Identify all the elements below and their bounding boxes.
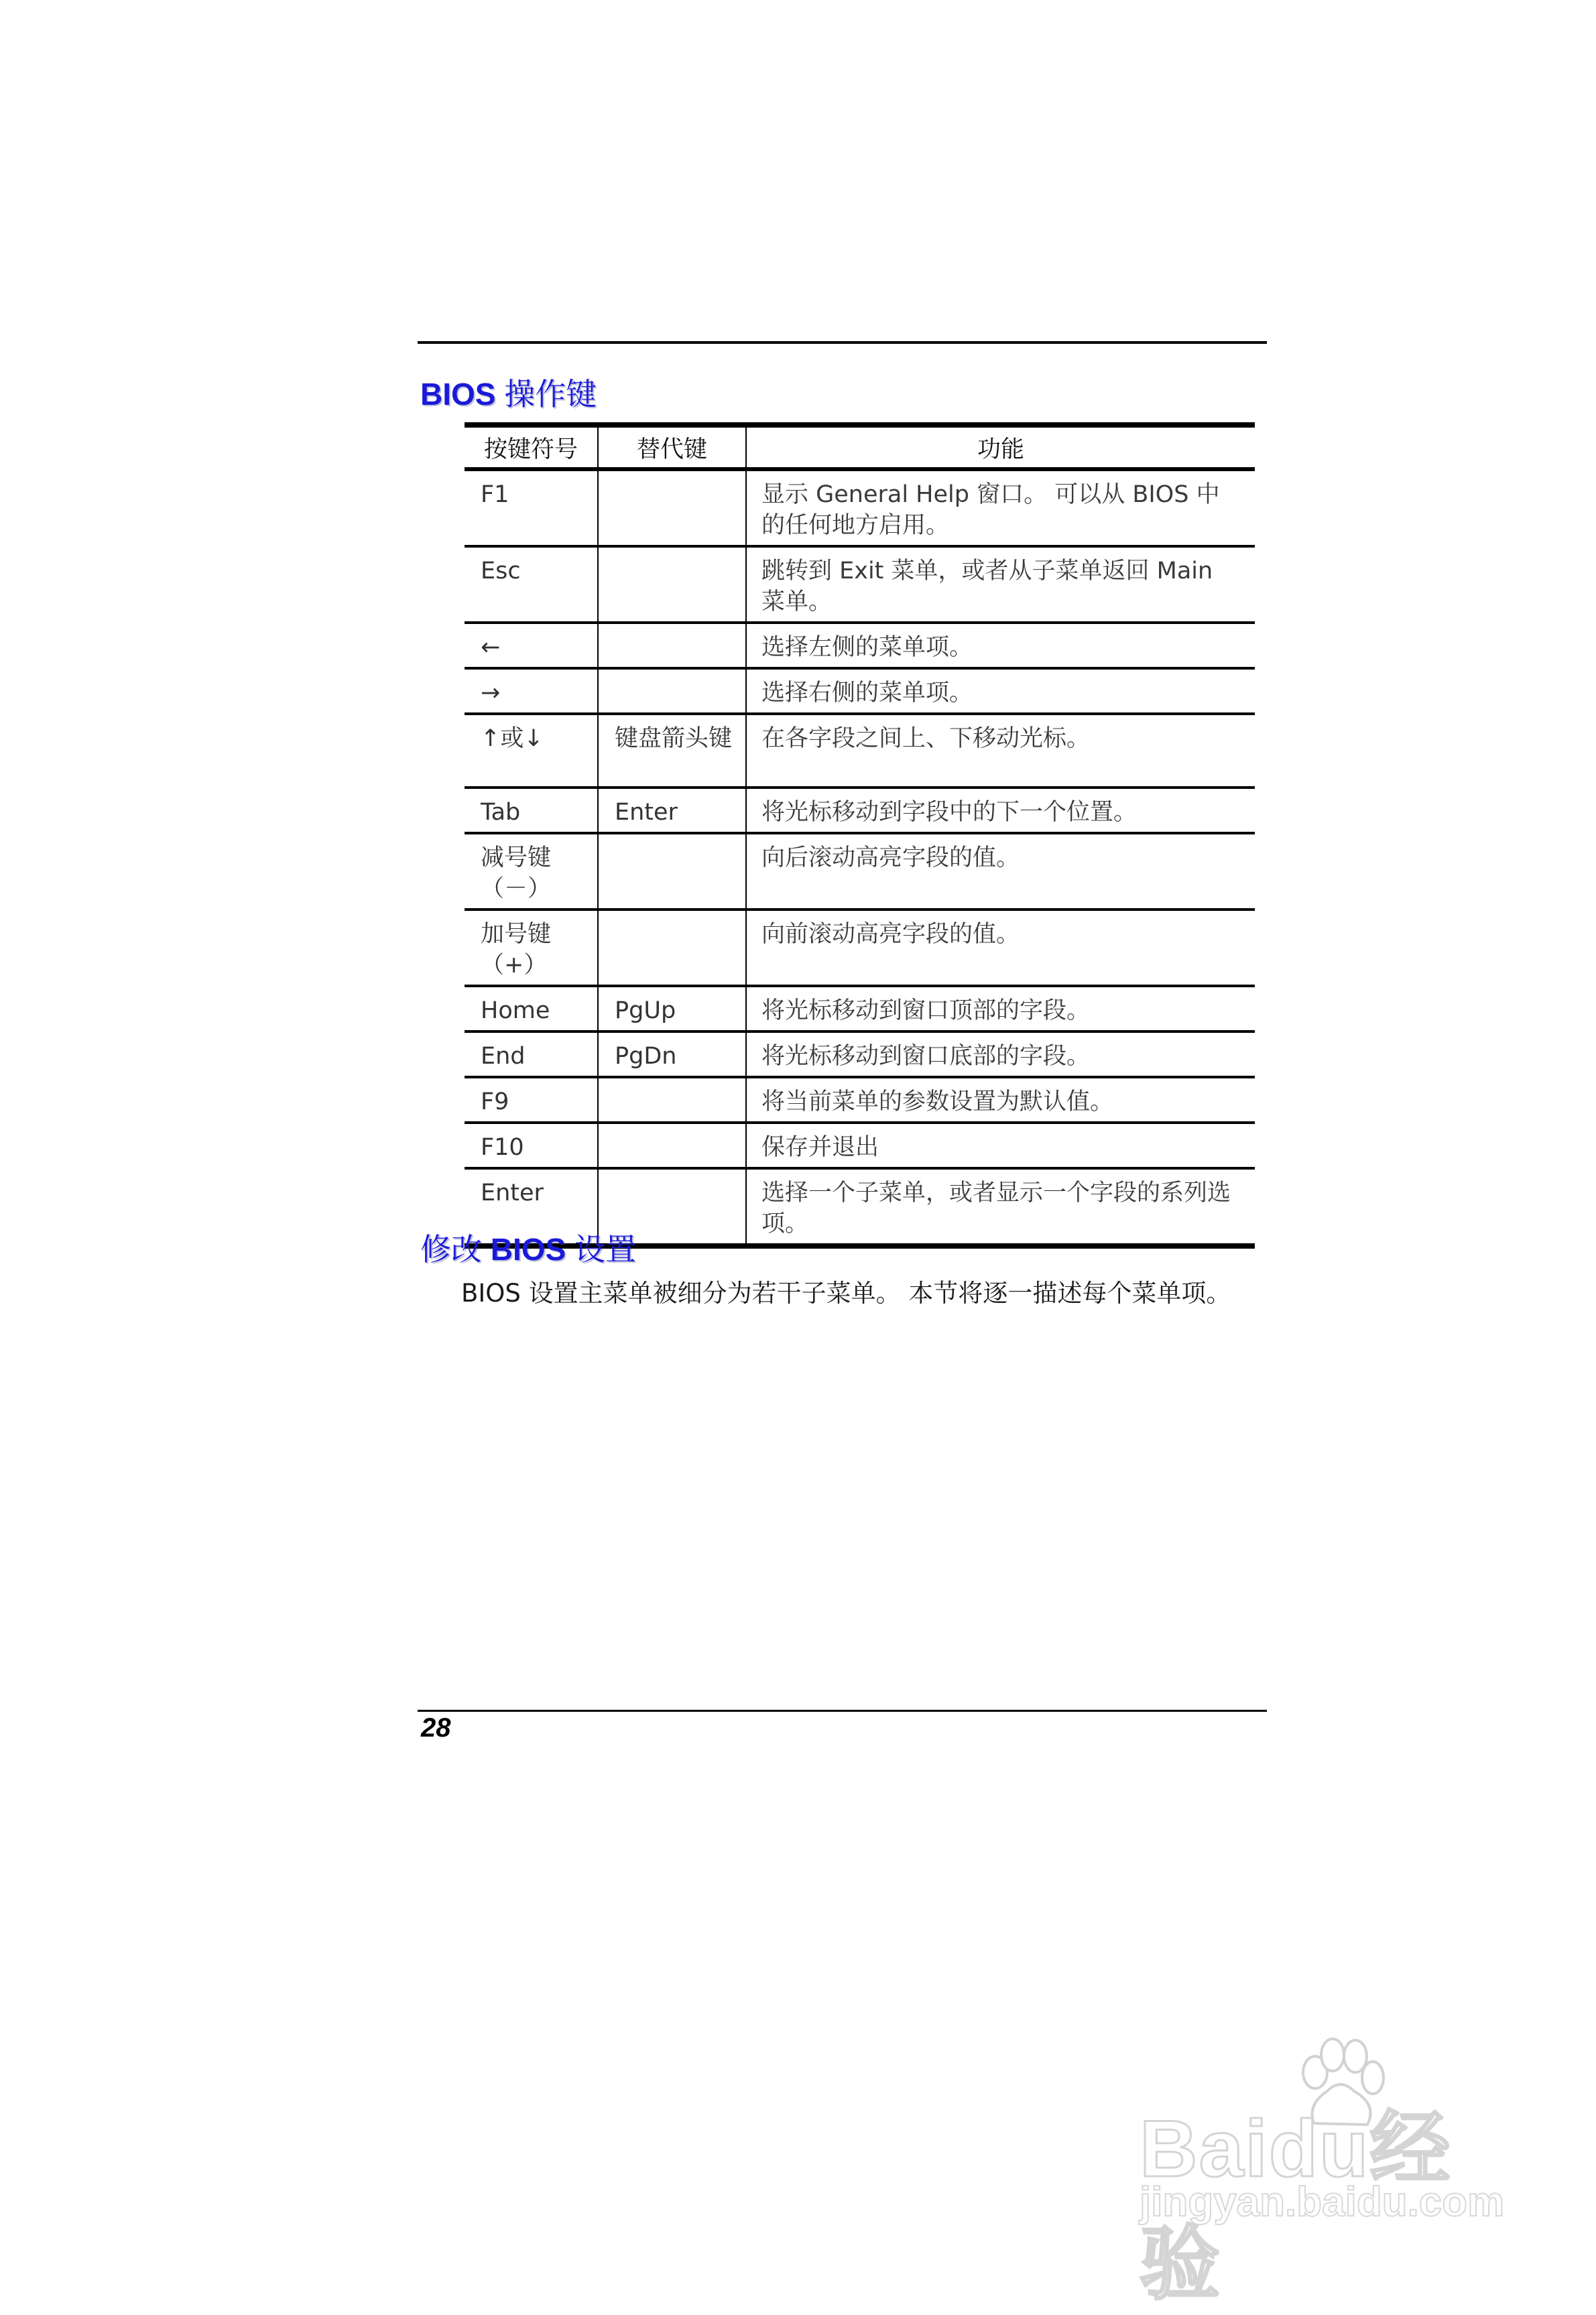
key-cell: 减号键（－） [465, 833, 598, 910]
table-row [465, 623, 1255, 668]
heading-latin: BIOS [420, 377, 496, 412]
alt-key-cell [598, 469, 746, 546]
table-row [465, 1031, 1255, 1077]
function-cell: 选择一个子菜单，或者显示一个字段的系列选项。 [746, 1168, 1255, 1246]
alt-key-cell: Enter [598, 788, 746, 833]
column-header-function: 功能 [746, 425, 1255, 469]
heading-cjk: 操作键 [504, 377, 597, 412]
table-row [465, 546, 1255, 623]
heading-post: 设置 [574, 1232, 637, 1267]
table-row [465, 910, 1255, 986]
alt-key-cell [598, 668, 746, 714]
function-cell: 跳转到 Exit 菜单，或者从子菜单返回 Main 菜单。 [746, 546, 1255, 623]
table-row [465, 788, 1255, 833]
key-cell: ← [465, 623, 598, 668]
alt-key-cell [598, 623, 746, 668]
watermark-logo-text: Baidu经验 [1140, 2104, 1452, 2309]
key-cell: 加号键（+） [465, 910, 598, 986]
table-header-row [465, 425, 1255, 469]
table-row [465, 833, 1255, 910]
alt-key-cell [598, 910, 746, 986]
alt-key-cell [598, 833, 746, 910]
key-cell: ↑或↓ [465, 714, 598, 788]
top-rule [418, 341, 1267, 344]
table-row [465, 469, 1255, 546]
heading-latin: BIOS [490, 1232, 566, 1267]
function-cell: 将光标移动到窗口底部的字段。 [746, 1031, 1255, 1077]
section-paragraph: BIOS 设置主菜单被细分为若干子菜单。 本节将逐一描述每个菜单项。 [461, 1279, 1231, 1308]
alt-key-cell: PgDn [598, 1031, 746, 1077]
function-cell: 保存并退出 [746, 1123, 1255, 1168]
section-heading-modify-bios [420, 1231, 636, 1268]
alt-key-cell [598, 1123, 746, 1168]
alt-key-cell: PgUp [598, 986, 746, 1031]
alt-key-cell [598, 546, 746, 623]
alt-key-cell [598, 1077, 746, 1123]
function-cell: 向前滚动高亮字段的值。 [746, 910, 1255, 986]
bottom-rule [418, 1710, 1267, 1712]
function-cell: 向后滚动高亮字段的值。 [746, 833, 1255, 910]
key-cell: F1 [481, 481, 509, 508]
bios-keys-table [465, 422, 1255, 1249]
column-header-alt: 替代键 [598, 425, 746, 469]
page-number: 28 [421, 1713, 451, 1743]
key-cell: → [465, 668, 598, 714]
column-header-key: 按键符号 [465, 425, 598, 469]
function-cell: 将当前菜单的参数设置为默认值。 [746, 1077, 1255, 1123]
function-cell: 将光标移动到窗口顶部的字段。 [746, 986, 1255, 1031]
function-cell: 选择左侧的菜单项。 [746, 623, 1255, 668]
function-cell: 选择右侧的菜单项。 [746, 668, 1255, 714]
function-cell: 显示 General Help 窗口。 可以从 BIOS 中的任何地方启用。 [746, 469, 1255, 546]
table-row [465, 1077, 1255, 1123]
function-cell: 将光标移动到字段中的下一个位置。 [746, 788, 1255, 833]
table-row [465, 668, 1255, 714]
key-cell: F9 [465, 1077, 598, 1123]
table-row [465, 714, 1255, 788]
table-row [465, 986, 1255, 1031]
section-heading-bios-keys [420, 375, 597, 413]
key-cell: Home [465, 986, 598, 1031]
table-row [465, 1123, 1255, 1168]
function-cell: 在各字段之间上、下移动光标。 [746, 714, 1255, 788]
heading-pre: 修改 [420, 1232, 482, 1267]
key-cell: Enter [465, 1168, 598, 1246]
key-cell: F10 [465, 1123, 598, 1168]
key-cell: Esc [465, 546, 598, 623]
alt-key-cell: 键盘箭头键 [598, 714, 746, 788]
watermark-url: jingyan.baidu.com [1140, 2179, 1505, 2225]
baidu-watermark [1140, 2017, 1515, 2309]
key-cell: Tab [465, 788, 598, 833]
key-cell: End [465, 1031, 598, 1077]
